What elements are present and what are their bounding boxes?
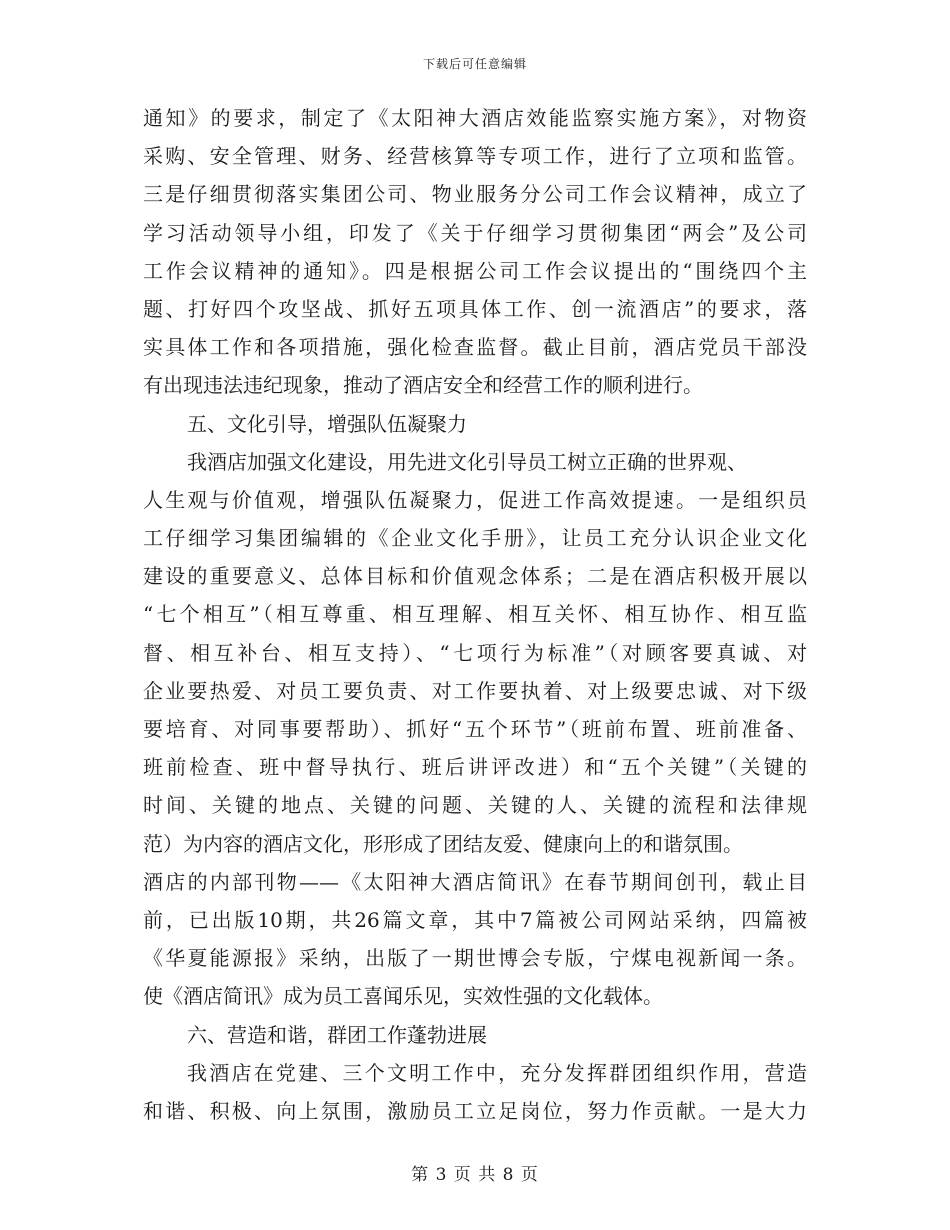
- text-line: 时间、关键的地点、关键的问题、关键的人、关键的流程和法律规: [143, 793, 807, 818]
- text-line: 实具体工作和各项措施，强化检查监督。截止目前，酒店党员干部没: [143, 335, 807, 360]
- header-note: 下载后可任意编辑: [422, 57, 527, 71]
- text-line: 班前检查、班中督导执行、班后讲评改进）和“五个关键”（关键的: [143, 755, 807, 780]
- text-line: 工仔细学习集团编辑的《企业文化手册》，让员工充分认识企业文化: [143, 526, 807, 551]
- page-number-footer: 第 3 页 共 8 页: [411, 1165, 539, 1185]
- text-line: 通知》的要求，制定了《太阳神大酒店效能监察实施方案》，对物资: [143, 106, 807, 130]
- text-line: 五、文化引导，增强队伍凝聚力: [187, 411, 467, 436]
- text-line: 《华夏能源报》采纳，出版了一期世博会专版，宁煤电视新闻一条。: [143, 946, 807, 971]
- text-line: 前，已出版10期，共26篇文章，其中7篇被公司网站采纳，四篇被: [143, 907, 807, 932]
- text-line: 我酒店在党建、三个文明工作中，充分发挥群团组织作用，营造: [187, 1060, 807, 1085]
- text-line: 题、打好四个攻坚战、抓好五项具体工作、创一流酒店”的要求，落: [143, 296, 807, 321]
- document-body: [143, 99, 807, 1130]
- text-line: 企业要热爱、对员工要负责、对工作要执着、对上级要忠诚、对下级: [143, 678, 807, 703]
- text-line: 人生观与价值观，增强队伍凝聚力，促进工作高效提速。一是组织员: [143, 487, 807, 512]
- text-line: 范）为内容的酒店文化，形形成了团结友爱、健康向上的和谐氛围。: [143, 831, 743, 856]
- text-line: 督、相互补台、相互支持）、“七项行为标准”（对顾客要真诚、对: [143, 640, 807, 665]
- text-line: “七个相互”（相互尊重、相互理解、相互关怀、相互协作、相互监: [143, 602, 807, 627]
- text-line: 使《酒店简讯》成为员工喜闻乐见，实效性强的文化载体。: [143, 984, 663, 1009]
- text-line: 学习活动领导小组，印发了《关于仔细学习贯彻集团“两会”及公司: [143, 220, 807, 245]
- text-line: 六、营造和谐，群团工作蓬勃进展: [187, 1022, 487, 1047]
- text-line: 要培育、对同事要帮助）、抓好“五个环节”（班前布置、班前准备、: [143, 717, 807, 741]
- text-line: 和谐、积极、向上氛围，激励员工立足岗位，努力作贡献。一是大力: [143, 1098, 807, 1123]
- text-line: 酒店的内部刊物——《太阳神大酒店简讯》在春节期间创刊，载止目: [143, 869, 807, 894]
- text-line: 建设的重要意义、总体目标和价值观念体系；二是在酒店积极开展以: [143, 564, 807, 589]
- text-line: 有出现违法违纪现象，推动了酒店安全和经营工作的顺利进行。: [143, 373, 703, 398]
- text-line: 三是仔细贯彻落实集团公司、物业服务分公司工作会议精神，成立了: [143, 182, 807, 207]
- text-line: 采购、安全管理、财务、经营核算等专项工作，进行了立项和监管。: [143, 144, 807, 169]
- text-line: 我酒店加强文化建设，用先进文化引导员工树立正确的世界观、: [187, 449, 747, 474]
- text-line: 工作会议精神的通知》。四是根据公司工作会议提出的“围绕四个主: [143, 258, 807, 283]
